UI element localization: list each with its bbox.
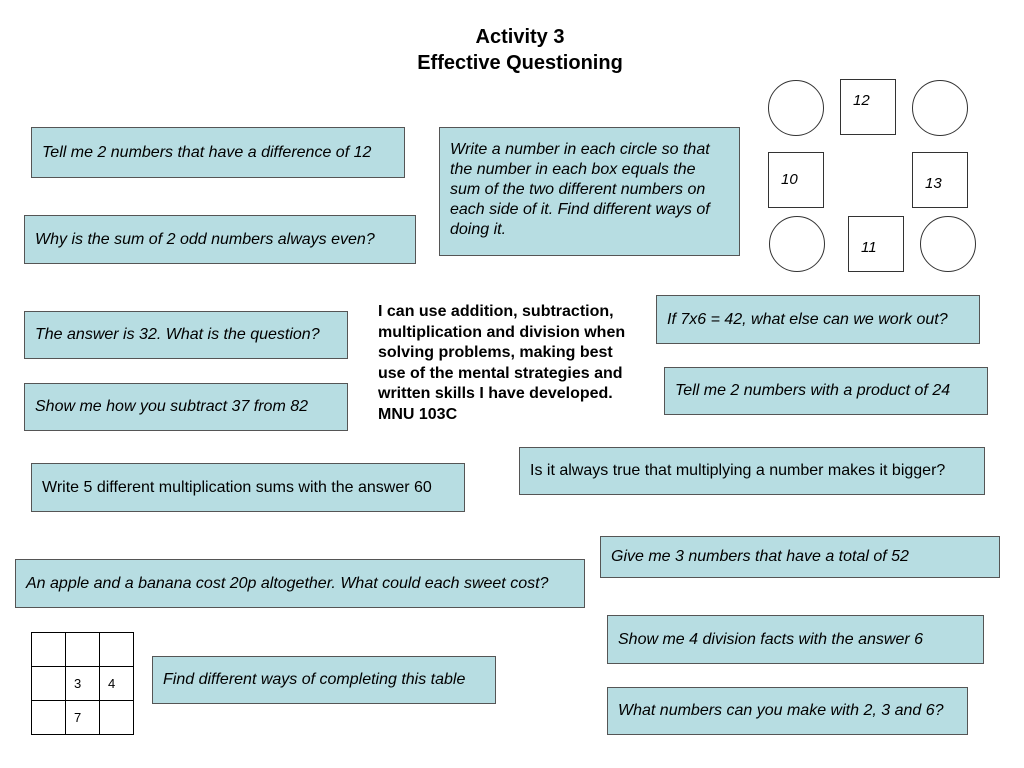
page-title bbox=[0, 24, 1024, 76]
table-cell bbox=[32, 667, 66, 701]
prompt-multiply-bigger: Is it always true that multiplying a number makes it bigger? bbox=[519, 447, 985, 495]
prompt-difference-12: Tell me 2 numbers that have a difference of 12 bbox=[31, 127, 405, 178]
prompt-odd-sum: Why is the sum of 2 odd numbers always even? bbox=[24, 215, 416, 264]
prompt-subtract-37: Show me how you subtract 37 from 82 bbox=[24, 383, 348, 431]
table-row bbox=[32, 633, 134, 667]
objective-line: solving problems, making best bbox=[378, 344, 613, 361]
title-line-1: Activity 3 bbox=[475, 26, 565, 48]
prompt-table-task: Find different ways of completing this table bbox=[152, 656, 496, 704]
puzzle-circle bbox=[912, 80, 968, 136]
objective-line: I can use addition, subtraction, bbox=[378, 303, 614, 320]
puzzle-box-bottom: 11 bbox=[848, 216, 904, 272]
prompt-mult-60: Write 5 different multiplication sums with the answer 60 bbox=[31, 463, 465, 512]
puzzle-circle bbox=[768, 80, 824, 136]
table-cell bbox=[66, 633, 100, 667]
table-cell: 4 bbox=[100, 667, 134, 701]
puzzle-box-left: 10 bbox=[768, 152, 824, 208]
prompt-seven-six: If 7x6 = 42, what else can we work out? bbox=[656, 295, 980, 344]
puzzle-circle bbox=[769, 216, 825, 272]
puzzle-circle bbox=[920, 216, 976, 272]
table-cell bbox=[100, 701, 134, 735]
objective-line: written skills I have developed. bbox=[378, 385, 613, 402]
prompt-division-6: Show me 4 division facts with the answer 6 bbox=[607, 615, 984, 664]
prompt-apple-banana: An apple and a banana cost 20p altogether. What could each sweet cost? bbox=[15, 559, 585, 608]
objective-line: multiplication and division when bbox=[378, 323, 626, 341]
completion-table bbox=[31, 632, 134, 735]
puzzle-box-right: 13 bbox=[912, 152, 968, 208]
table-row bbox=[32, 667, 134, 701]
prompt-product-24: Tell me 2 numbers with a product of 24 bbox=[664, 367, 988, 415]
table-row bbox=[32, 701, 134, 735]
table-cell bbox=[32, 633, 66, 667]
title-line-2: Effective Questioning bbox=[417, 52, 623, 74]
table-cell: 7 bbox=[66, 701, 100, 735]
prompt-circle-puzzle: Write a number in each circle so that the number in each box equals the sum of the two different numbers on each side of it. Find different ways of doing it. bbox=[439, 127, 740, 256]
objective-line: use of the mental strategies and bbox=[378, 364, 623, 382]
prompt-numbers-236: What numbers can you make with 2, 3 and 6? bbox=[607, 687, 968, 735]
table-cell bbox=[100, 633, 134, 667]
learning-objective bbox=[378, 302, 658, 425]
table-cell: 3 bbox=[66, 667, 100, 701]
prompt-answer-32: The answer is 32. What is the question? bbox=[24, 311, 348, 359]
prompt-total-52: Give me 3 numbers that have a total of 52 bbox=[600, 536, 1000, 578]
puzzle-box-top: 12 bbox=[840, 79, 896, 135]
table-cell bbox=[32, 701, 66, 735]
objective-code: MNU 103C bbox=[378, 405, 458, 423]
